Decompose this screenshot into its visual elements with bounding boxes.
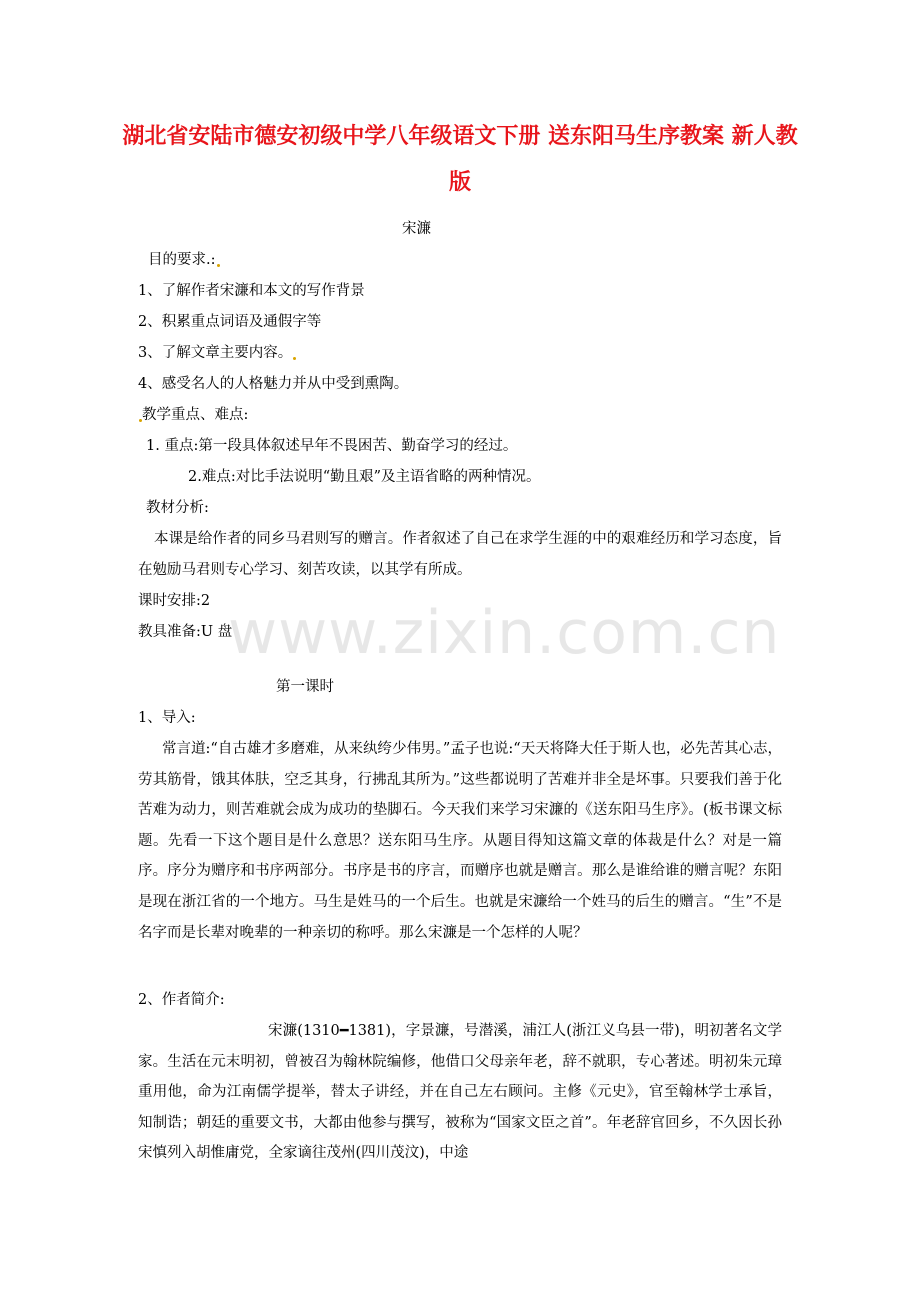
key-point-item: 1. 重点:第一段具体叙述早年不畏困苦、勤奋学习的经过。 — [146, 438, 518, 454]
objective-item: 3、了解文章主要内容。 — [138, 343, 296, 363]
objective-item: 2、积累重点词语及通假字等 — [138, 314, 322, 330]
marker-dot — [293, 357, 296, 360]
author-bio-paragraph: 宋濂(1310━1381)，字景濂，号潜溪，浦江人(浙江义乌县一带)，明初著名文学家。生活在元末明初，曾被召为翰林院编修，他借口父母亲年老，辞不就职，专心著述。明初朱元璋重用他，命为江南儒学提举，替太子讲经，并在自己左右顾问。主修《元史》，官至翰林学士承旨，知制诰；朝廷的重要文书，大都由他参与撰写，被称为“国家文臣之首”。年老辞官回乡，不久因长孙宋慎列入胡惟庸党，全家谪往茂州(四川茂汶)，中途 — [138, 1023, 782, 1162]
materials-line: 教具准备:U 盘 — [138, 624, 233, 640]
section-heading: 1、导入: — [138, 710, 196, 726]
key-point-item: 2.难点:对比手法说明“勤且艰”及主语省略的两种情况。 — [188, 469, 541, 485]
key-points-heading: 教学重点、难点: — [138, 405, 248, 425]
author-name: 宋濂 — [402, 221, 431, 237]
objective-item: 4、感受名人的人格魅力并从中受到熏陶。 — [138, 376, 409, 392]
analysis-heading: 教材分析: — [146, 500, 209, 516]
section-heading: 2、作者简介: — [138, 992, 225, 1008]
marker-dot — [217, 264, 220, 267]
objective-item: 1、了解作者宋濂和本文的写作背景 — [138, 283, 365, 299]
analysis-paragraph: 本课是给作者的同乡马君则写的赠言。作者叙述了自己在求学生涯的中的艰难经历和学习态度，旨在勉励马君则专心学习、刻苦攻读，以其学有所成。 — [138, 531, 782, 578]
watermark: www.zixin.com.cn — [228, 598, 781, 668]
intro-paragraph: 常言道:“自古雄才多磨难，从来纨绔少伟男。”孟子也说:“天天将降大任于斯人也，必先苦其心志，劳其筋骨，饿其体肤，空乏其身，行拂乱其所为。”这些都说明了苦难并非全是坏事。只要我们善于化苦难为动力，则苦难就会成为成功的垫脚石。今天我们来学习宋濂的《送东阳马生序》。(板书课文标题。先看一下这个题目是什么意思？送东阳马生序。从题目得知这篇文章的体裁是什么？对是一篇序。序分为赠序和书序两部分。书序是书的序言，而赠序也就是赠言。那么是谁给谁的赠言呢？东阳是现在浙江省的一个地方。马生是姓马的一个后生。也就是宋濂给一个姓马的后生的赠言。“生”不是名字而是长辈对晚辈的一种亲切的称呼。那么宋濂是一个怎样的人呢？ — [138, 741, 782, 941]
document-title: 湖北省安陆市德安初级中学八年级语文下册 送东阳马生序教案 新人教版 — [122, 124, 798, 195]
lesson-heading: 第一课时 — [276, 679, 334, 695]
objectives-heading: 目的要求.: — [148, 250, 220, 270]
schedule-line: 课时安排:2 — [138, 593, 211, 609]
